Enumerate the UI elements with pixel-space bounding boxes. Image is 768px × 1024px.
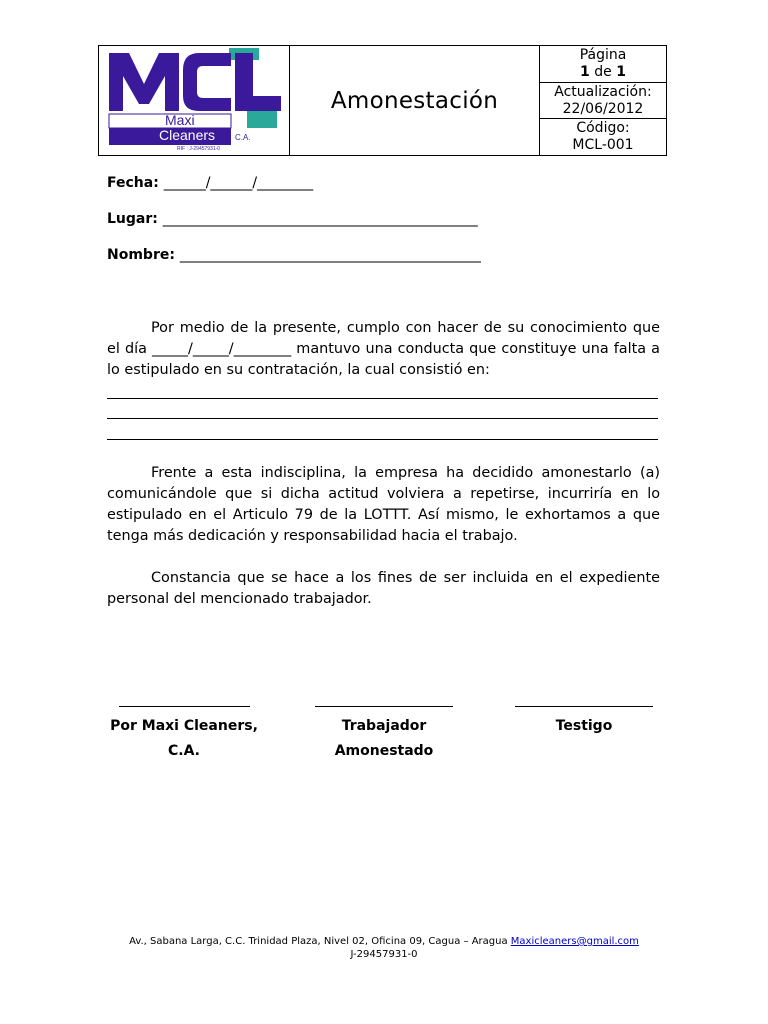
blank-line-1[interactable] <box>107 398 658 399</box>
page-label: Página <box>579 46 627 63</box>
document-meta <box>540 46 666 155</box>
footer-address-line <box>0 935 768 948</box>
update-info <box>540 83 666 120</box>
logo-suffix: C.A. <box>235 133 251 142</box>
signature-label-company: Por Maxi Cleaners, C.A. <box>110 718 258 759</box>
logo-word-cleaners: Cleaners <box>159 127 216 143</box>
paragraph-constancia-text: Constancia que se hace a los fines de ser incluida en el expediente personal del mencionado trabajador. <box>107 570 660 607</box>
paragraph-intro-text: Por medio de la presente, cumplo con hacer de su conocimiento que el día _____/_____/________ mantuvo una conducta que constituye una falta a lo estipulado en su contratación, la cual consistió en: <box>107 320 660 378</box>
blank-line-2[interactable] <box>107 418 658 419</box>
update-label: Actualización: <box>554 83 652 100</box>
document-header <box>98 45 667 156</box>
nombre-blank[interactable]: ___________________________________________ <box>179 247 481 263</box>
paragraph-intro <box>107 318 660 381</box>
lugar-label: Lugar: <box>107 211 158 227</box>
page-counter <box>540 64 666 81</box>
page-info <box>540 46 666 83</box>
nombre-field <box>107 247 481 263</box>
page-of: de <box>594 63 612 80</box>
code-label: Código: <box>576 120 630 137</box>
paragraph-discipline <box>107 463 660 547</box>
logo-rif: RIF : J-29457931-0 <box>177 146 221 152</box>
signature-label-witness: Testigo <box>555 718 613 734</box>
footer-address: Av., Sabana Larga, C.C. Trinidad Plaza, Nivel 02, Oficina 09, Cagua – Aragua <box>129 936 508 947</box>
fecha-label: Fecha: <box>107 175 159 191</box>
code-info <box>540 119 666 155</box>
footer-rif: J-29457931-0 <box>350 949 418 960</box>
page-total: 1 <box>616 63 626 80</box>
update-value: 22/06/2012 <box>562 100 644 117</box>
fecha-field <box>107 175 313 191</box>
document-title: Amonestación <box>290 46 540 155</box>
signature-line-witness[interactable] <box>515 706 653 707</box>
paragraph-constancia <box>107 568 660 610</box>
signature-label-worker: Trabajador Amonestado <box>334 718 434 759</box>
company-logo <box>99 46 290 155</box>
page-current: 1 <box>580 63 590 80</box>
footer-email-link[interactable]: Maxicleaners@gmail.com <box>510 936 639 947</box>
paragraph-discipline-text: Frente a esta indisciplina, la empresa ha decidido amonestarlo (a) comunicándole que si dicha actitud volviera a repetirse, incurriría en lo estipulado en el Articulo 79 de la LOTTT. Así mismo, le exhortamos a que tenga más dedicación y responsabilidad hacia el trabajo. <box>107 465 660 544</box>
fecha-blank[interactable]: ______/______/________ <box>163 175 314 191</box>
nombre-label: Nombre: <box>107 247 175 263</box>
lugar-blank[interactable]: _____________________________________________ <box>162 211 478 227</box>
code-value: MCL-001 <box>572 137 634 154</box>
blank-line-3[interactable] <box>107 439 658 440</box>
logo-word-maxi: Maxi <box>165 112 195 128</box>
signature-line-company[interactable] <box>119 706 250 707</box>
lugar-field <box>107 211 478 227</box>
signature-line-worker[interactable] <box>315 706 453 707</box>
